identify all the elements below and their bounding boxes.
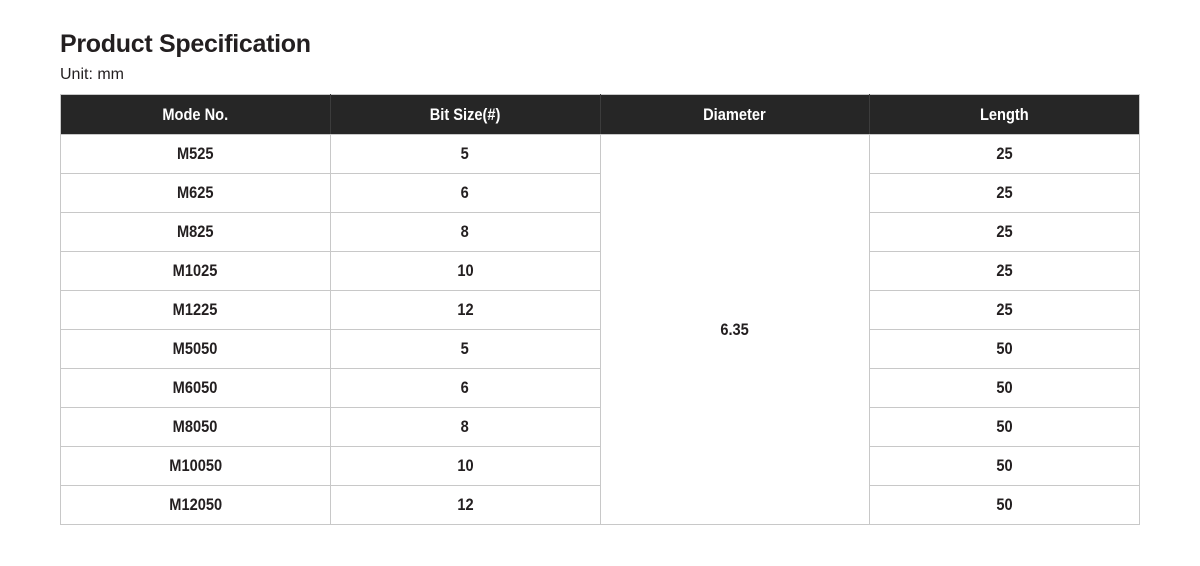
cell-text: 25 bbox=[996, 261, 1013, 280]
cell-text: M6050 bbox=[173, 378, 218, 397]
cell-length bbox=[870, 213, 1140, 252]
cell-text: M10050 bbox=[168, 456, 222, 475]
cell-length bbox=[870, 447, 1140, 486]
cell-model bbox=[61, 408, 331, 447]
cell-text: 10 bbox=[456, 261, 474, 280]
cell-text: 25 bbox=[996, 183, 1013, 202]
cell-bit-size bbox=[330, 330, 600, 369]
cell-text: M625 bbox=[177, 183, 214, 202]
cell-text: 8 bbox=[461, 417, 470, 436]
diameter-merged-cell bbox=[600, 135, 870, 525]
product-spec-table bbox=[60, 94, 1140, 525]
cell-text: 6 bbox=[461, 183, 470, 202]
cell-text: M5050 bbox=[173, 339, 218, 358]
cell-text: 10 bbox=[456, 456, 474, 475]
cell-text: 25 bbox=[996, 222, 1013, 241]
cell-bit-size bbox=[330, 291, 600, 330]
column-header-diameter bbox=[600, 95, 870, 135]
cell-text: 5 bbox=[461, 144, 470, 163]
table-body bbox=[61, 135, 1140, 525]
cell-model bbox=[61, 213, 331, 252]
cell-model bbox=[61, 330, 331, 369]
cell-length bbox=[870, 486, 1140, 525]
cell-length bbox=[870, 252, 1140, 291]
cell-text: 25 bbox=[996, 300, 1013, 319]
cell-length bbox=[870, 174, 1140, 213]
cell-length bbox=[870, 330, 1140, 369]
cell-bit-size bbox=[330, 486, 600, 525]
cell-model bbox=[61, 447, 331, 486]
cell-model bbox=[61, 486, 331, 525]
cell-length bbox=[870, 408, 1140, 447]
cell-text: 50 bbox=[996, 339, 1013, 358]
page-title: Product Specification bbox=[60, 30, 311, 58]
cell-bit-size bbox=[330, 447, 600, 486]
table-head bbox=[61, 95, 1140, 135]
column-header-mode-no bbox=[61, 95, 331, 135]
cell-text: M12050 bbox=[168, 495, 222, 514]
cell-text: 50 bbox=[996, 495, 1013, 514]
table-header-row bbox=[61, 95, 1140, 135]
cell-text: 50 bbox=[996, 456, 1013, 475]
cell-text: 25 bbox=[996, 144, 1013, 163]
cell-text: 50 bbox=[996, 378, 1013, 397]
cell-bit-size bbox=[330, 174, 600, 213]
cell-text: M1225 bbox=[173, 300, 218, 319]
cell-model bbox=[61, 369, 331, 408]
cell-bit-size bbox=[330, 252, 600, 291]
column-header-label: Length bbox=[980, 104, 1029, 124]
cell-text: M525 bbox=[177, 144, 214, 163]
cell-model bbox=[61, 135, 331, 174]
cell-text: 6 bbox=[461, 378, 470, 397]
cell-model bbox=[61, 252, 331, 291]
cell-model bbox=[61, 291, 331, 330]
cell-text: 6.35 bbox=[720, 319, 750, 339]
column-header-label: Bit Size(#) bbox=[429, 104, 501, 124]
column-header-length bbox=[870, 95, 1140, 135]
cell-text: 8 bbox=[461, 222, 470, 241]
cell-bit-size bbox=[330, 369, 600, 408]
cell-text: 12 bbox=[456, 495, 474, 514]
cell-length bbox=[870, 369, 1140, 408]
column-header-bit-size bbox=[330, 95, 600, 135]
column-header-label: Diameter bbox=[703, 104, 767, 124]
table-row bbox=[61, 135, 1140, 174]
cell-bit-size bbox=[330, 135, 600, 174]
cell-bit-size bbox=[330, 408, 600, 447]
cell-model bbox=[61, 174, 331, 213]
unit-label: Unit: mm bbox=[60, 66, 124, 83]
cell-length bbox=[870, 135, 1140, 174]
cell-text: 50 bbox=[996, 417, 1013, 436]
cell-text: 5 bbox=[461, 339, 470, 358]
column-header-label: Mode No. bbox=[162, 104, 229, 124]
cell-text: M1025 bbox=[173, 261, 218, 280]
cell-text: 12 bbox=[456, 300, 474, 319]
cell-length bbox=[870, 291, 1140, 330]
cell-text: M8050 bbox=[173, 417, 218, 436]
cell-bit-size bbox=[330, 213, 600, 252]
cell-text: M825 bbox=[177, 222, 214, 241]
